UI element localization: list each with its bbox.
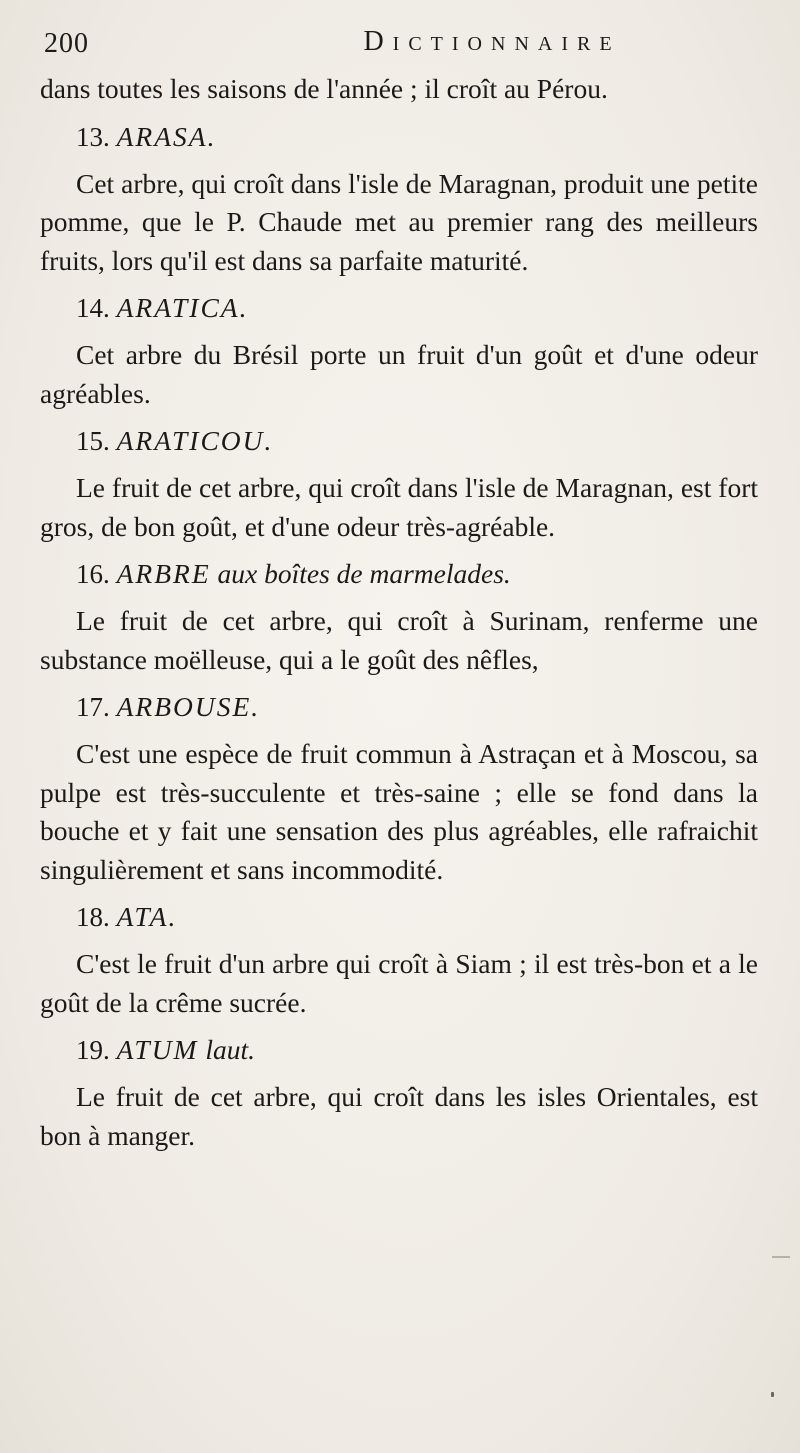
entry-text: Cet arbre du Brésil porte un fruit d'un goût et d'une odeur agréables. xyxy=(40,339,758,409)
entry-name-rest: laut. xyxy=(205,1034,255,1065)
entry-number: 18. xyxy=(76,902,110,932)
entry-text: Cet arbre, qui croît dans l'isle de Maragnan, produit une petite pomme, que le P. Chaude met au premier rang des meilleurs fruits, lors qu'il est dans sa parfaite maturité. xyxy=(40,167,758,276)
entry-heading xyxy=(40,421,758,461)
page-header xyxy=(44,24,750,64)
intro-paragraph: dans toutes les saisons de l'année ; il croît au Pérou. xyxy=(40,73,608,104)
entry-number: 16. xyxy=(76,559,110,589)
entry-name-rest: aux boîtes de marmelades. xyxy=(217,558,511,589)
entry-name: ATUM xyxy=(116,1034,199,1065)
entry-text: Le fruit de cet arbre, qui croît dans l'isle de Maragnan, est fort gros, de bon goût, et d'une odeur très-agréable. xyxy=(40,472,758,542)
running-title: Dictionnaire xyxy=(363,26,621,57)
entry-number: 17. xyxy=(76,692,110,722)
body-text xyxy=(40,70,758,1155)
entry-name: ARATICA. xyxy=(116,292,249,323)
ink-speck xyxy=(771,1392,774,1397)
entry-text: C'est une espèce de fruit commun à Astraçan et à Moscou, sa pulpe est très-succulente et très-saine ; elle se fond dans la bouche et y fait une sensation des plus agréables, elle rafraichit singulièrement et sans incommodité. xyxy=(40,738,758,885)
entry-number: 13. xyxy=(76,121,110,152)
entry-name: ATA. xyxy=(116,901,178,932)
entry-number: 14. xyxy=(76,293,110,323)
entry-text: Le fruit de cet arbre, qui croît à Surinam, renferme une substance moëlleuse, qui a le goût des nêfles, xyxy=(40,605,758,675)
entry-number: 19. xyxy=(76,1035,110,1065)
entry-name: ARATICOU. xyxy=(116,425,274,456)
entry-name: ARBRE xyxy=(116,558,211,589)
entry-heading xyxy=(40,554,758,594)
page-number: 200 xyxy=(44,28,89,59)
entry-heading xyxy=(40,687,758,727)
paper-edge-mark xyxy=(772,1256,790,1258)
entry-text: C'est le fruit d'un arbre qui croît à Siam ; il est très-bon et a le goût de la crême sucrée. xyxy=(40,948,758,1018)
entry-heading xyxy=(40,897,758,937)
entry-text: Le fruit de cet arbre, qui croît dans les isles Orientales, est bon à manger. xyxy=(40,1081,758,1151)
entry-heading xyxy=(40,1030,758,1070)
entry-heading xyxy=(40,117,758,157)
entry-name: ARBOUSE. xyxy=(116,691,261,722)
entry-name: ARASA. xyxy=(116,120,217,152)
entry-number: 15. xyxy=(76,426,110,456)
entry-heading xyxy=(40,288,758,328)
